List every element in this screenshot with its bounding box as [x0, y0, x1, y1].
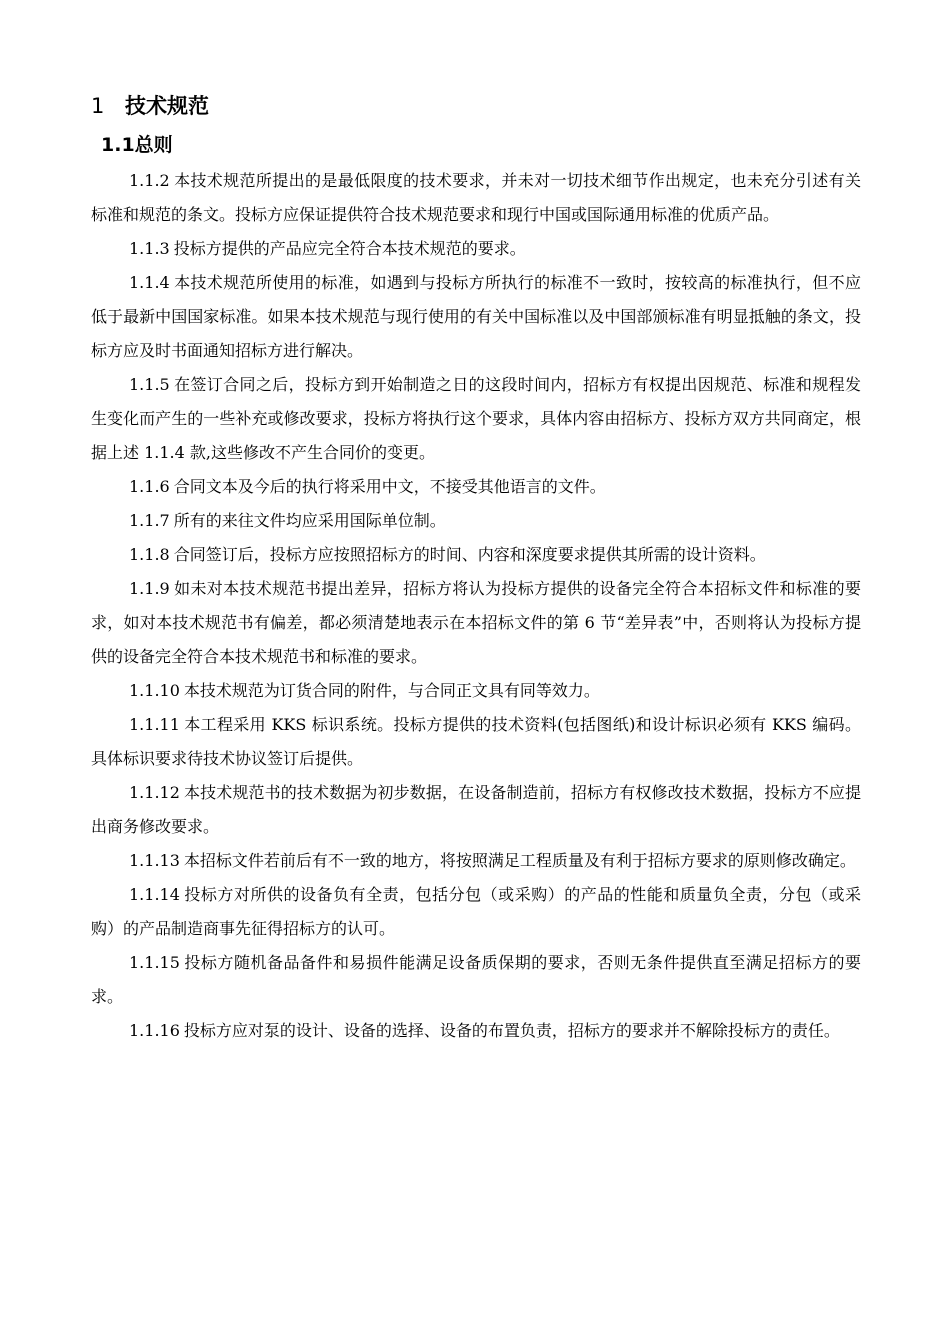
clause-1-1-16 — [91, 1014, 861, 1048]
clause-text: 本招标文件若前后有不一致的地方，将按照满足工程质量及有利于招标方要求的原则修改确定。 — [183, 851, 856, 870]
clause-1-1-8 — [91, 538, 861, 572]
clause-1-1-13 — [91, 844, 861, 878]
clause-text: 在签订合同之后，投标方到开始制造之日的这段时间内，招标方有权提出因规范、标准和规程发生变化而产生的一些补充或修改要求，投标方将执行这个要求，具体内容由招标方、投标方双方共同商定，根据上述 1.1.4 款,这些修改不产生合同价的变更。 — [91, 375, 861, 462]
clause-number: 1.1.8 — [129, 545, 170, 564]
clause-number: 1.1.16 — [129, 1021, 180, 1040]
clause-number: 1.1.5 — [129, 375, 170, 394]
clause-text: 合同文本及今后的执行将采用中文，不接受其他语言的文件。 — [173, 477, 606, 496]
clause-number: 1.1.15 — [129, 953, 180, 972]
clause-number: 1.1.7 — [129, 511, 170, 530]
clause-number: 1.1.9 — [129, 579, 170, 598]
clause-text: 本工程采用 KKS 标识系统。投标方提供的技术资料(包括图纸)和设计标识必须有 KKS 编码。具体标识要求待技术协议签订后提供。 — [91, 715, 861, 768]
clause-number: 1.1.2 — [129, 171, 170, 190]
clause-text: 投标方对所供的设备负有全责，包括分包（或采购）的产品的性能和质量负全责，分包（或采购）的产品制造商事先征得招标方的认可。 — [91, 885, 861, 938]
section-number: 1 — [91, 94, 105, 118]
clause-1-1-3 — [91, 232, 861, 266]
document-body — [91, 88, 861, 1048]
clause-number: 1.1.11 — [129, 715, 180, 734]
clause-1-1-4 — [91, 266, 861, 368]
clause-text: 本技术规范为订货合同的附件，与合同正文具有同等效力。 — [183, 681, 600, 700]
clause-1-1-14 — [91, 878, 861, 946]
clause-1-1-7 — [91, 504, 861, 538]
clause-1-1-9 — [91, 572, 861, 674]
clause-text: 本技术规范书的技术数据为初步数据，在设备制造前，招标方有权修改技术数据，投标方不应提出商务修改要求。 — [91, 783, 861, 836]
clause-text: 投标方提供的产品应完全符合本技术规范的要求。 — [173, 239, 526, 258]
clause-1-1-5 — [91, 368, 861, 470]
clause-number: 1.1.13 — [129, 851, 180, 870]
clause-1-1-10 — [91, 674, 861, 708]
clause-number: 1.1.3 — [129, 239, 170, 258]
clause-number: 1.1.10 — [129, 681, 180, 700]
clause-number: 1.1.6 — [129, 477, 170, 496]
clause-text: 合同签订后，投标方应按照招标方的时间、内容和深度要求提供其所需的设计资料。 — [173, 545, 766, 564]
clause-number: 1.1.14 — [129, 885, 180, 904]
clause-text: 投标方应对泵的设计、设备的选择、设备的布置负责，招标方的要求并不解除投标方的责任。 — [183, 1021, 840, 1040]
clause-number: 1.1.12 — [129, 783, 180, 802]
clause-1-1-11 — [91, 708, 861, 776]
clause-text: 如未对本技术规范书提出差异，招标方将认为投标方提供的设备完全符合本招标文件和标准的要求，如对本技术规范书有偏差，都必须清楚地表示在本招标文件的第 6 节“差异表”中，否则将认为投标方提供的设备完全符合本技术规范书和标准的要求。 — [91, 579, 861, 666]
clause-1-1-2 — [91, 164, 861, 232]
clause-text: 所有的来往文件均应采用国际单位制。 — [173, 511, 446, 530]
section-heading — [91, 88, 861, 124]
clause-1-1-12 — [91, 776, 861, 844]
clause-1-1-6 — [91, 470, 861, 504]
clause-1-1-15 — [91, 946, 861, 1014]
subsection-heading: 1.1总则 — [101, 134, 173, 156]
section-title: 技术规范 — [125, 94, 209, 118]
clause-number: 1.1.4 — [129, 273, 170, 292]
clause-text: 本技术规范所提出的是最低限度的技术要求，并未对一切技术细节作出规定，也未充分引述有关标准和规范的条文。投标方应保证提供符合技术规范要求和现行中国或国际通用标准的优质产品。 — [91, 171, 861, 224]
clause-text: 本技术规范所使用的标准，如遇到与投标方所执行的标准不一致时，按较高的标准执行，但不应低于最新中国国家标准。如果本技术规范与现行使用的有关中国标准以及中国部颁标准有明显抵触的条文，投标方应及时书面通知招标方进行解决。 — [91, 273, 861, 360]
clause-text: 投标方随机备品备件和易损件能满足设备质保期的要求，否则无条件提供直至满足招标方的要求。 — [91, 953, 861, 1006]
